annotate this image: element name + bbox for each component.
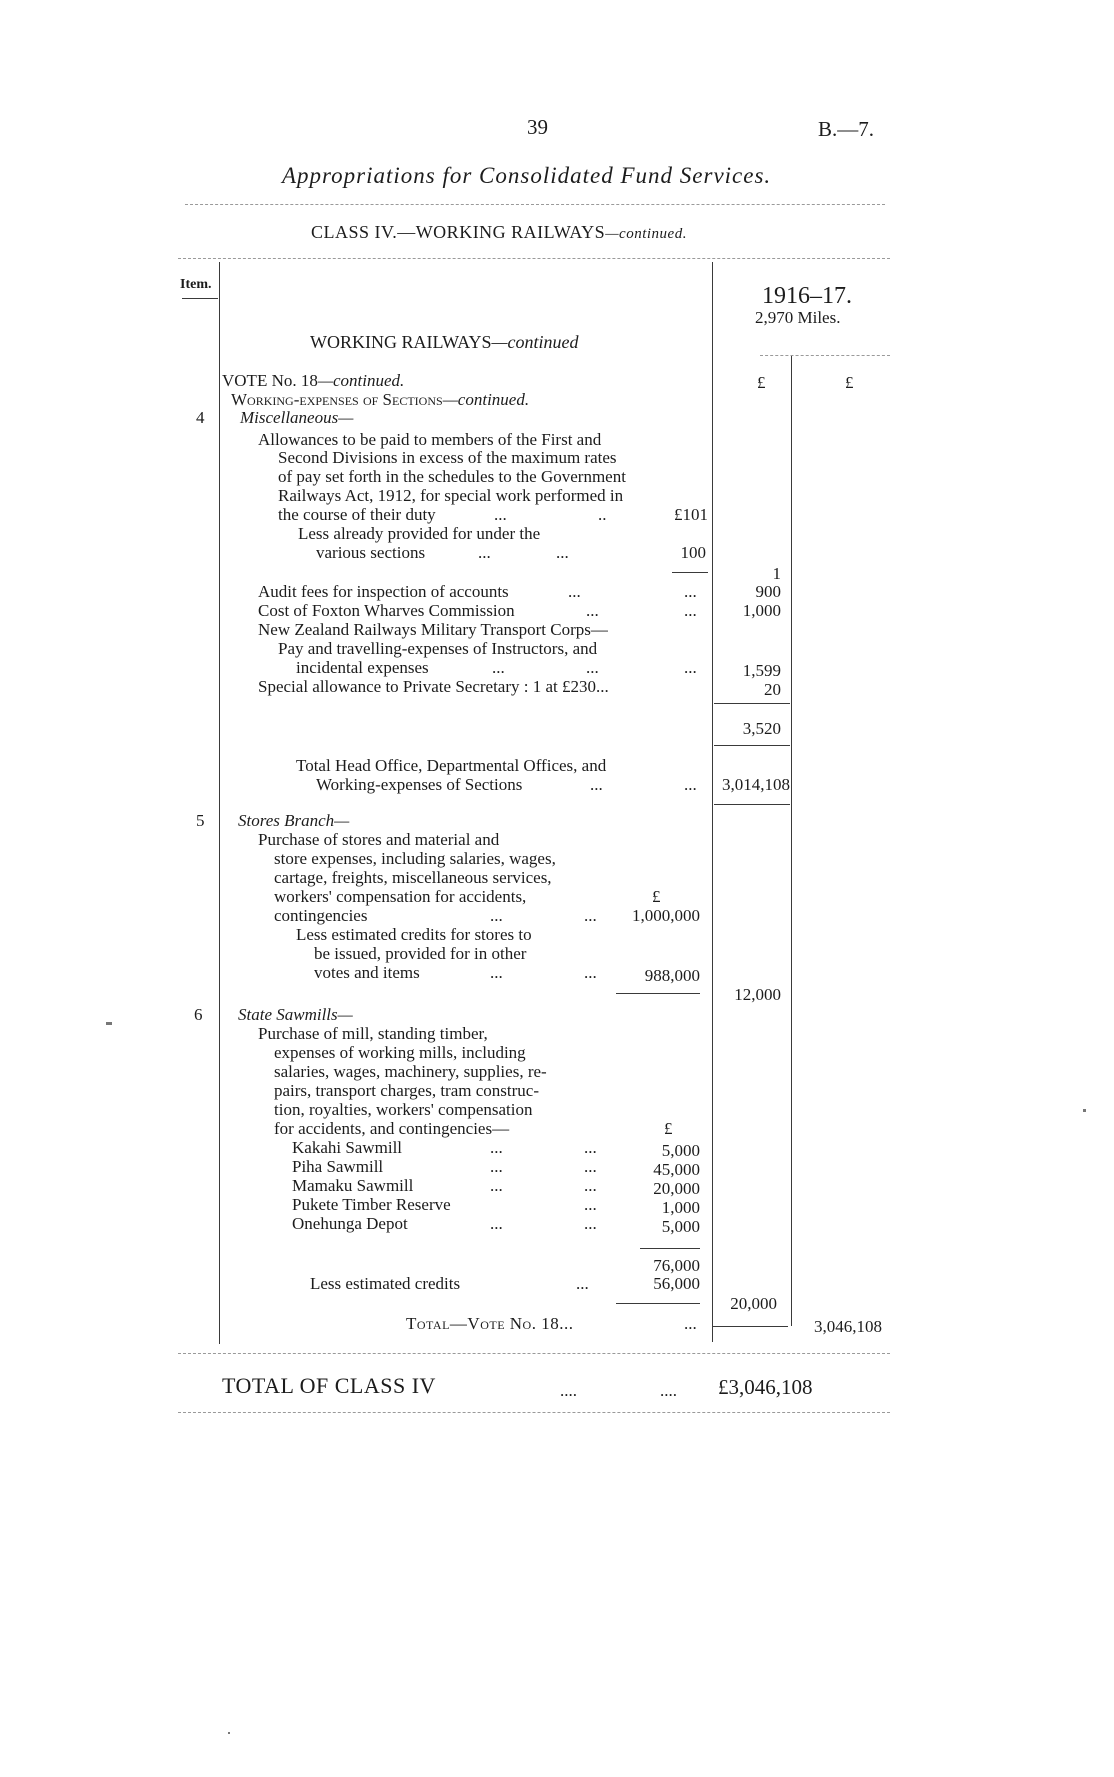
total-head-office-rule [714,804,790,805]
mill-dots-piha-1: ... [490,1157,503,1176]
item-column-label: Item. [180,277,212,292]
transport-corps-dots-2: ... [586,658,599,677]
item-number-6: 6 [194,1005,203,1024]
page-title: Appropriations for Consolidated Fund Services. [282,163,772,188]
item-column-rule [219,262,220,1344]
mill-dots-kakahi-2: ... [584,1138,597,1157]
transport-corps-line-3: incidental expenses [296,658,429,677]
mill-amount-mamaku: 20,000 [653,1179,700,1198]
sawmills-less-dots: ... [576,1274,589,1293]
stores-less-dots-1: ... [490,963,503,982]
vote-label: VOTE No. 18—continued. [222,371,405,390]
scan-speck [1083,1109,1086,1112]
miles-label: 2,970 Miles. [755,308,841,327]
item4-title: Miscellaneous— [240,408,354,427]
table-top-rule [178,258,890,259]
item5-title: Stores Branch— [238,811,350,830]
item-number-4: 4 [196,408,205,427]
stores-line-4: workers' compensation for accidents, [274,887,527,906]
mill-name-mamaku: Mamaku Sawmill [292,1176,414,1195]
audit-fees-label: Audit fees for inspection of accounts [258,582,509,601]
stores-net: 12,000 [734,985,781,1004]
sawmills-sum-rule [640,1248,700,1249]
stores-amount: 1,000,000 [632,906,700,925]
table-bottom-rule [178,1353,890,1354]
foxton-dots-2: ... [684,601,697,620]
sawmills-net-rule [616,1303,700,1304]
scan-speck [228,1732,230,1734]
allowances-dots-2: .. [598,505,607,524]
class-title: CLASS IV.—WORKING RAILWAYS—continued. [311,222,687,242]
mill-amount-onehunga: 5,000 [661,1217,700,1236]
series-code: B.—7. [818,117,875,141]
mill-dots-mamaku-1: ... [490,1176,503,1195]
stores-dots-1: ... [490,906,503,925]
stores-less-line-1: Less estimated credits for stores to [296,925,532,944]
mill-dots-pukete-2: ... [584,1195,597,1214]
stores-less-line-2: be issued, provided for in other [314,944,527,963]
allowances-amount: £101 [674,505,708,524]
subhead-working-expenses: Working-expenses of Sections—continued. [231,390,530,409]
sawmills-line-5: tion, royalties, workers' compensation [274,1100,533,1119]
sawmills-less-amount: 56,000 [653,1274,700,1293]
stores-line-3: cartage, freights, miscellaneous services, [274,868,552,887]
pound-sign-col1: £ [757,373,766,392]
section-title: WORKING RAILWAYS—continued [310,332,579,352]
less-provided-dots-1: ... [478,543,491,562]
mill-dots-kakahi-1: ... [490,1138,503,1157]
sawmills-line-2: expenses of working mills, including [274,1043,526,1062]
mill-name-pukete: Pukete Timber Reserve [292,1195,451,1214]
sawmills-pound-sign: £ [664,1119,673,1138]
allowances-line-4: Railways Act, 1912, for special work performed in [278,486,624,505]
stores-less-dots-2: ... [584,963,597,982]
foxton-dots-1: ... [586,601,599,620]
transport-corps-value: 1,599 [742,661,781,680]
total-head-office-line-2: Working-expenses of Sections [316,775,523,794]
vote-total-value: 3,046,108 [814,1317,882,1336]
sawmills-line-6: for accidents, and contingencies— [274,1119,510,1138]
less-provided-amount: 100 [680,543,706,562]
class-total-dots-2: .... [660,1381,677,1400]
sawmills-less-label: Less estimated credits [310,1274,461,1293]
vote-total-rule [712,1326,788,1327]
allowances-line-2: Second Divisions in excess of the maximum rates [278,448,617,467]
mill-dots-onehunga-2: ... [584,1214,597,1233]
foxton-label: Cost of Foxton Wharves Commission [258,601,515,620]
item6-title: State Sawmills— [238,1005,353,1024]
scan-speck [106,1022,112,1025]
miscellaneous-subtotal: 3,520 [742,719,781,738]
year-column-rule [712,262,713,1342]
item-number-5: 5 [196,811,205,830]
class-total-dots-1: .... [560,1381,577,1400]
mill-name-piha: Piha Sawmill [292,1157,384,1176]
vote-total-label: Total—Vote No. 18... [406,1314,574,1333]
special-allowance-label: Special allowance to Private Secretary : 1 at £230... [258,677,609,696]
mill-amount-pukete: 1,000 [661,1198,700,1217]
pound-sign-col2: £ [845,373,854,392]
allowances-net: 1 [772,564,781,583]
allowances-dots-1: ... [494,505,507,524]
stores-net-rule [616,993,700,994]
stores-line-1: Purchase of stores and material and [258,830,500,849]
total-head-office-line-1: Total Head Office, Departmental Offices, and [296,756,607,775]
foxton-value: 1,000 [742,601,781,620]
sawmills-line-4: pairs, transport charges, tram construc- [274,1081,539,1100]
allowances-line-1: Allowances to be paid to members of the First and [258,430,602,449]
sawmills-line-1: Purchase of mill, standing timber, [258,1024,488,1043]
total-column-rule [791,356,792,1326]
audit-fees-dots-2: ... [684,582,697,601]
vote-total-dots: ... [684,1314,697,1333]
stores-dots-2: ... [584,906,597,925]
mill-amount-kakahi: 5,000 [661,1141,700,1160]
mill-dots-onehunga-1: ... [490,1214,503,1233]
sawmills-line-3: salaries, wages, machinery, supplies, re- [274,1062,547,1081]
page-number: 39 [527,115,548,139]
mill-dots-mamaku-2: ... [584,1176,597,1195]
less-provided-dots-2: ... [556,543,569,562]
year-header-rule [760,355,890,356]
mill-name-kakahi: Kakahi Sawmill [292,1138,403,1157]
class-total-label: TOTAL OF CLASS IV [222,1373,436,1398]
transport-corps-dots-3: ... [684,658,697,677]
stores-line-2: store expenses, including salaries, wages, [274,849,556,868]
transport-corps-dots-1: ... [492,658,505,677]
year-label: 1916–17. [762,283,852,309]
subtotal-rule-bottom [714,745,790,746]
allowances-net-rule [672,572,708,573]
mill-dots-piha-2: ... [584,1157,597,1176]
sawmills-net: 20,000 [730,1294,777,1313]
header-rule [185,204,885,205]
stores-less-amount: 988,000 [644,966,700,985]
less-provided-line-2: various sections [316,543,426,562]
mill-amount-piha: 45,000 [653,1160,700,1179]
total-head-office-value: 3,014,108 [722,775,790,794]
allowances-line-3: of pay set forth in the schedules to the Government [278,467,626,486]
transport-corps-line-2: Pay and travelling-expenses of Instructors, and [278,639,598,658]
transport-corps-line-1: New Zealand Railways Military Transport Corps— [258,620,608,639]
total-head-office-dots-2: ... [684,775,697,794]
class-total-rule [178,1412,890,1413]
special-allowance-value: 20 [764,680,781,699]
class-total-value: £3,046,108 [718,1375,813,1399]
allowances-line-5: the course of their duty [278,505,436,524]
stores-less-line-3: votes and items [314,963,420,982]
mill-name-onehunga: Onehunga Depot [292,1214,408,1233]
total-head-office-dots-1: ... [590,775,603,794]
sawmills-sum: 76,000 [653,1256,700,1275]
audit-fees-value: 900 [755,582,781,601]
less-provided-line-1: Less already provided for under the [298,524,541,543]
audit-fees-dots-1: ... [568,582,581,601]
subtotal-rule-top [714,703,790,704]
stores-line-5: contingencies [274,906,368,925]
item-header-rule [182,298,218,299]
stores-pound-sign: £ [652,887,661,906]
